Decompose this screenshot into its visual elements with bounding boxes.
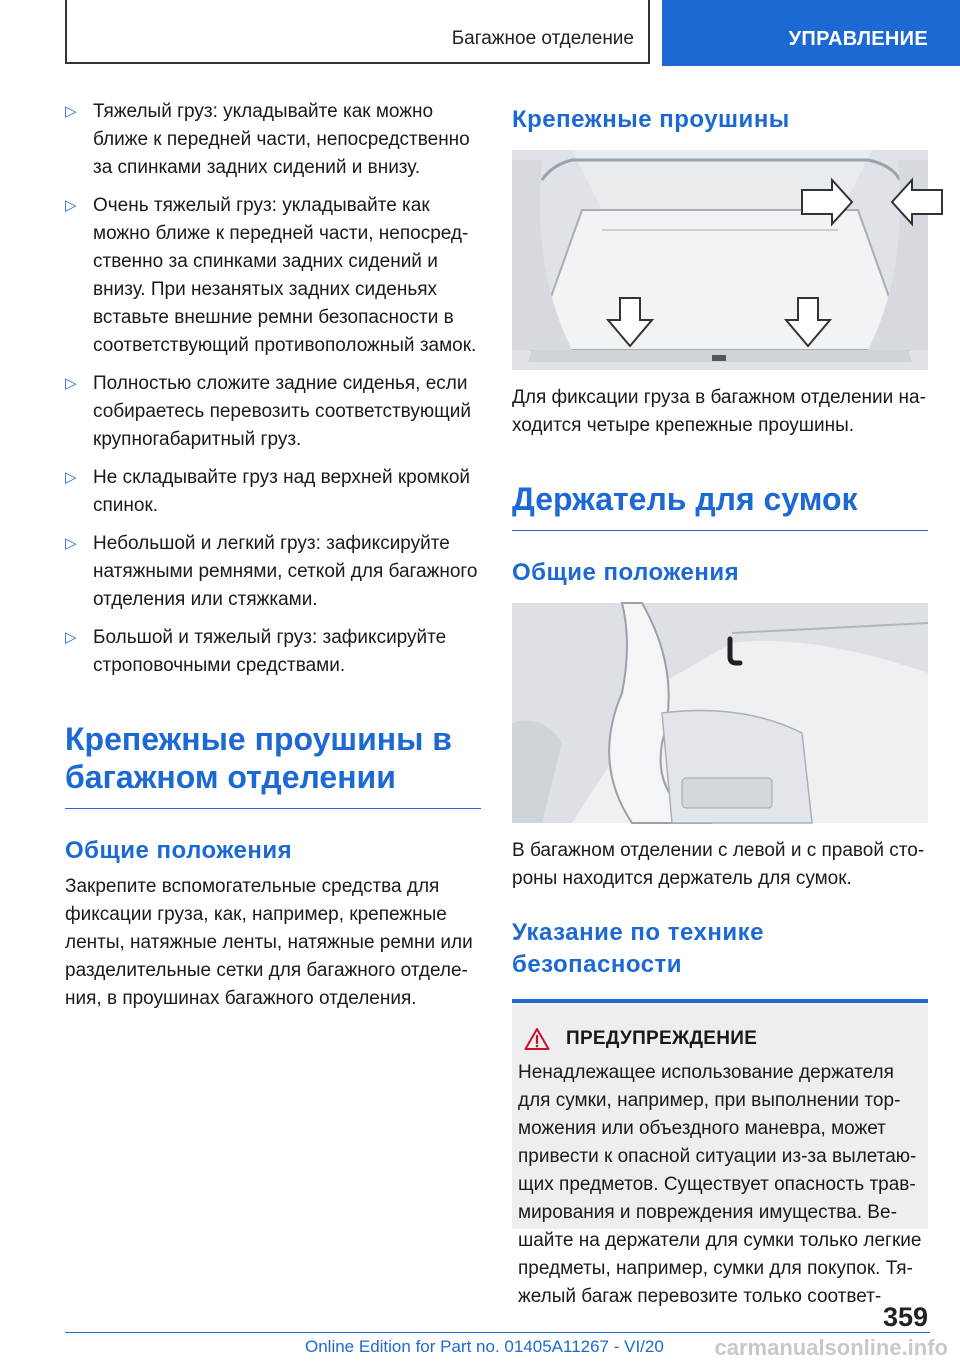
header-section-box bbox=[65, 0, 650, 64]
watermark: carmanualsonline.info bbox=[714, 1335, 948, 1360]
left-column bbox=[65, 98, 481, 1013]
chapter-tab[interactable] bbox=[662, 0, 960, 66]
heading-safety-note: Указание по технике безопасности bbox=[512, 919, 764, 978]
warning-triangle-icon bbox=[524, 1027, 550, 1051]
edition-info: Online Edition for Part no. 01405A11267 - VI/20 bbox=[305, 1337, 664, 1356]
section-heading-lashing-eyes: Крепежные проушины в багажном отделении bbox=[65, 720, 481, 809]
list-item bbox=[65, 192, 481, 360]
right-column bbox=[512, 98, 928, 1307]
lashing-eyes-caption: Для фиксации груза в багажном отделении находится четыре крепежные проушины. bbox=[512, 387, 926, 436]
list-item-text: Не складывайте груз над верхней кромкой спинок. bbox=[93, 467, 471, 516]
subsection-heading-general: Общие положения bbox=[512, 559, 740, 586]
section-title: Багажное отделение bbox=[451, 28, 634, 49]
list-item bbox=[65, 98, 481, 182]
list-item-text: Очень тяжелый груз: укладывайте как можно ближе к передней части, непосредственно за спинками задних сидений и внизу. При незанятых задних сиденьях вставьте внешние ремни безопасности в соответствующий противоположный замок. bbox=[93, 195, 477, 356]
section-heading-bag-hook: Держатель для сумок bbox=[512, 480, 928, 531]
list-item-text: Большой и тяжелый груз: зафиксируйте строповочными средствами. bbox=[93, 627, 447, 676]
loading-tips-list bbox=[65, 98, 481, 680]
page-number: 359 bbox=[882, 1302, 928, 1332]
bullet-triangle-icon: ▷ bbox=[65, 629, 77, 646]
warning-title: ПРЕДУПРЕЖДЕНИЕ bbox=[566, 1028, 758, 1049]
bag-hook-caption: В багажном отделении с левой и с правой стороны находится держатель для сумок. bbox=[512, 840, 925, 889]
warning-header bbox=[524, 1027, 922, 1051]
bullet-triangle-icon: ▷ bbox=[65, 103, 77, 120]
list-item bbox=[65, 464, 481, 520]
heading-lashing-eyes: Крепежные проушины bbox=[512, 106, 790, 133]
bag-hook-photo bbox=[512, 603, 928, 823]
list-item-text: Тяжелый груз: укладывайте как можно ближе к передней части, непосредственно за спинками задних сидений и внизу. bbox=[93, 101, 470, 178]
subsection-heading-general: Общие положения bbox=[65, 837, 293, 864]
general-paragraph: Закрепите вспомогательные средства для фиксации груза, как, например, крепежные ленты, натяжные ленты, натяжные ремни или разделительные сетки для багажного отделения, в проушинах багажного отделения. bbox=[65, 876, 473, 1009]
bullet-triangle-icon: ▷ bbox=[65, 197, 77, 214]
bullet-triangle-icon: ▷ bbox=[65, 375, 77, 392]
list-item bbox=[65, 624, 481, 680]
warning-box bbox=[512, 999, 928, 1307]
bullet-triangle-icon: ▷ bbox=[65, 535, 77, 552]
list-item bbox=[65, 530, 481, 614]
warning-text: Ненадлежащее использование держателя для сумки, например, при выполнении торможения или объездного маневра, может привести к опасной ситуации из-за вылетающих предметов. Существует опасность травмирования и повреждения имущества. Вешайте на держатели для сумки только легкие предметы, например, сумки для покупок. Тяжелый багаж перевозите только соответ- bbox=[518, 1062, 922, 1307]
list-item-text: Полностью сложите задние сиденья, если собираетесь перевозить соответствующий крупногабаритный груз. bbox=[93, 373, 471, 450]
footer-rule bbox=[65, 1332, 930, 1333]
bullet-triangle-icon: ▷ bbox=[65, 469, 77, 486]
trunk-lashing-eyes-photo bbox=[512, 150, 928, 370]
list-item-text: Небольшой и легкий груз: зафиксируйте натяжными ремнями, сеткой для багажного отделения или стяжками. bbox=[93, 533, 478, 610]
chapter-tab-label: УПРАВЛЕНИЕ bbox=[788, 28, 928, 50]
list-item bbox=[65, 370, 481, 454]
